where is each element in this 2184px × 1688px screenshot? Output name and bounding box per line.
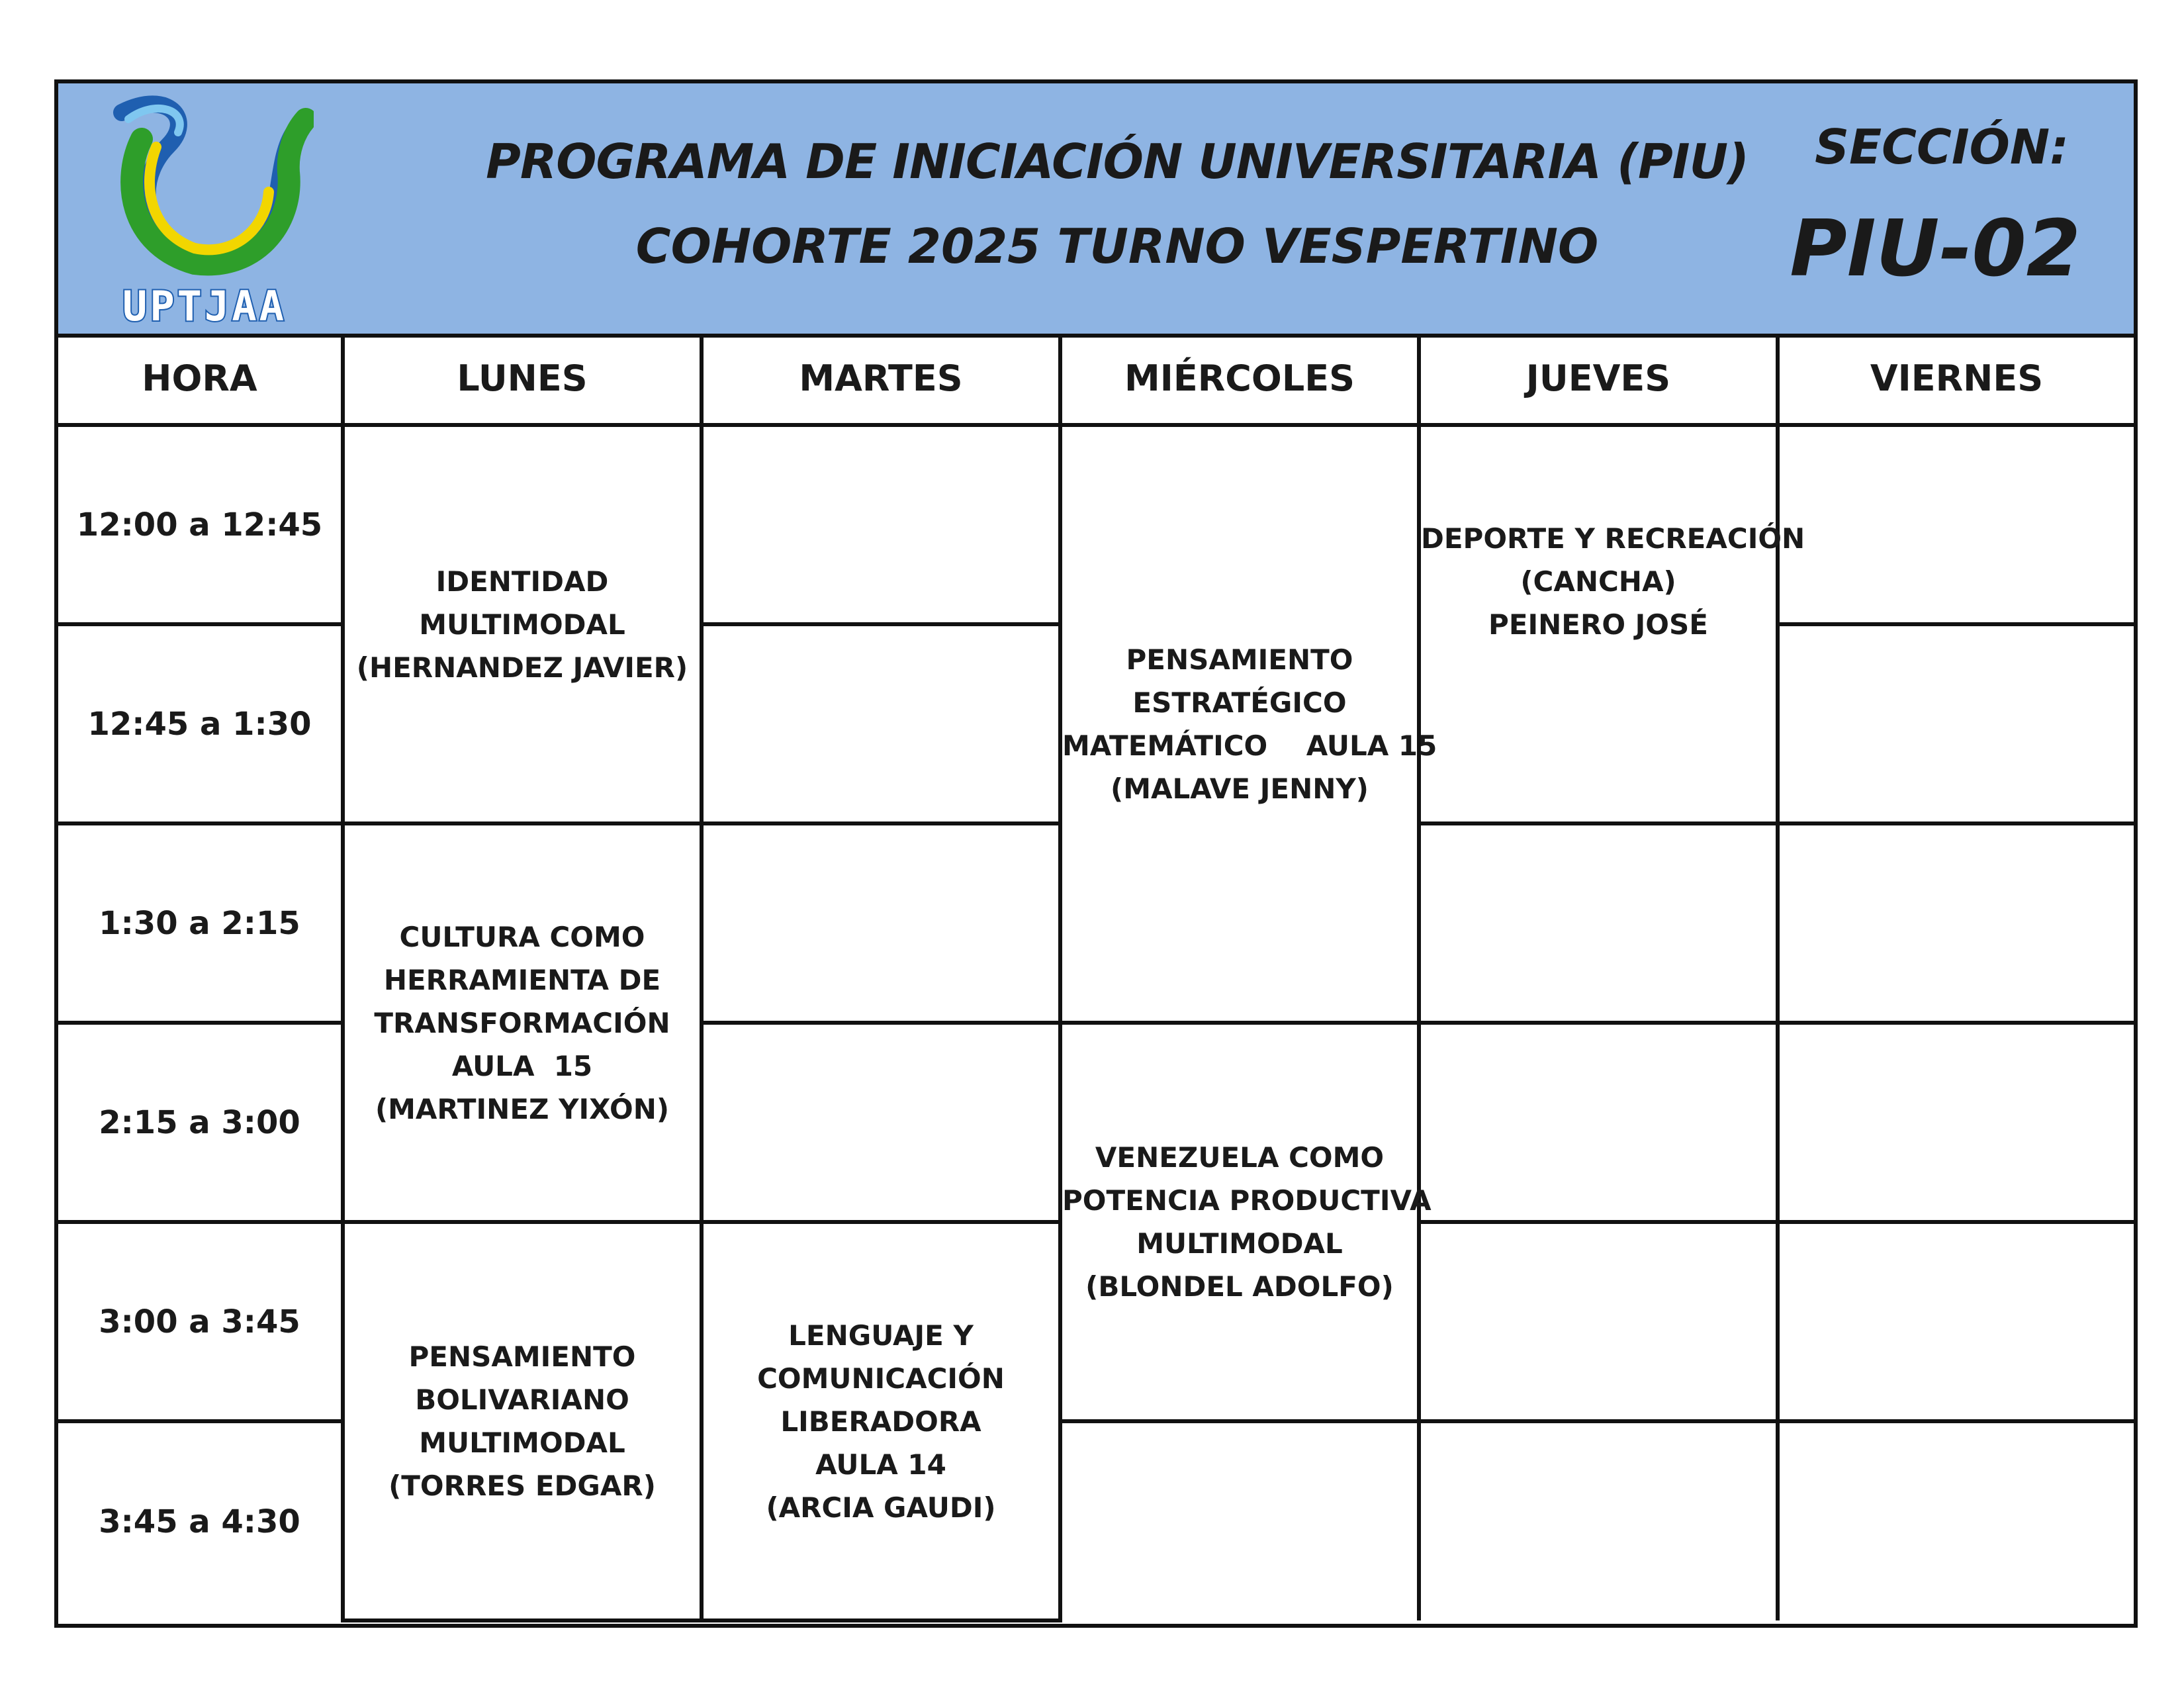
empty-cell bbox=[1778, 1023, 2134, 1222]
empty-cell bbox=[702, 1023, 1060, 1222]
section-value: PIU-02 bbox=[1790, 203, 2081, 294]
schedule-table bbox=[58, 334, 2134, 1622]
time-slot: 3:00 a 3:45 bbox=[58, 1222, 343, 1421]
class-line: HERRAMIENTA DE bbox=[383, 963, 661, 996]
schedule-sheet bbox=[54, 79, 2138, 1628]
class-line: (MALAVE JENNY) bbox=[1111, 772, 1369, 805]
class-lenguaje-comunicacion bbox=[702, 1222, 1060, 1620]
col-header-viernes: VIERNES bbox=[1778, 334, 2134, 425]
class-line: (CANCHA) bbox=[1520, 565, 1676, 598]
class-line: (TORRES EDGAR) bbox=[388, 1470, 656, 1502]
class-line: TRANSFORMACIÓN bbox=[374, 1006, 670, 1039]
empty-cell bbox=[1778, 1421, 2134, 1620]
time-slot: 12:45 a 1:30 bbox=[58, 624, 343, 823]
empty-cell bbox=[1778, 1222, 2134, 1421]
time-slot: 3:45 a 4:30 bbox=[58, 1421, 343, 1620]
class-line: POTENCIA PRODUCTIVA bbox=[1062, 1184, 1432, 1217]
empty-cell bbox=[1778, 425, 2134, 624]
logo-u-icon bbox=[95, 93, 314, 291]
time-slot: 2:15 a 3:00 bbox=[58, 1023, 343, 1222]
cohort-title: COHORTE 2025 TURNO VESPERTINO bbox=[635, 218, 1599, 274]
class-line: AULA 14 bbox=[815, 1448, 946, 1481]
class-line: PENSAMIENTO bbox=[408, 1340, 636, 1373]
empty-cell bbox=[1419, 1421, 1778, 1620]
section-label: SECCIÓN: bbox=[1815, 119, 2069, 175]
program-title: PROGRAMA DE INICIACIÓN UNIVERSITARIA (PIU) bbox=[486, 134, 1749, 189]
class-line: VENEZUELA COMO bbox=[1095, 1141, 1385, 1174]
empty-cell bbox=[1060, 1421, 1419, 1620]
class-line: PENSAMIENTO bbox=[1126, 643, 1353, 676]
class-line: DEPORTE Y RECREACIÓN bbox=[1421, 522, 1805, 555]
class-line: PEINERO JOSÉ bbox=[1488, 608, 1708, 641]
header-row bbox=[58, 334, 2134, 425]
table-row bbox=[58, 425, 2134, 624]
class-venezuela-potencia bbox=[1060, 1023, 1432, 1421]
class-line: MATEMÁTICO AULA 15 bbox=[1062, 729, 1437, 762]
class-cultura-transformacion bbox=[343, 823, 702, 1222]
logo-wordmark: UPTJAA bbox=[122, 282, 287, 330]
class-deporte-recreacion bbox=[1419, 425, 1805, 823]
class-line: MULTIMODAL bbox=[419, 1427, 625, 1459]
empty-cell bbox=[702, 823, 1060, 1023]
class-line: (HERNANDEZ JAVIER) bbox=[356, 651, 688, 684]
class-line: (MARTINEZ YIXÓN) bbox=[375, 1092, 670, 1125]
time-slot: 12:00 a 12:45 bbox=[58, 425, 343, 624]
class-line: (ARCIA GAUDI) bbox=[766, 1491, 996, 1524]
empty-cell bbox=[702, 624, 1060, 823]
empty-cell bbox=[1419, 1023, 1778, 1222]
uptjaa-logo bbox=[95, 93, 314, 331]
class-line: BOLIVARIANO bbox=[415, 1383, 629, 1416]
class-line: MULTIMODAL bbox=[419, 608, 625, 641]
class-line: ESTRATÉGICO bbox=[1132, 686, 1347, 719]
col-header-martes: MARTES bbox=[702, 334, 1060, 425]
col-header-lunes: LUNES bbox=[343, 334, 702, 425]
col-header-miercoles: MIÉRCOLES bbox=[1060, 334, 1419, 425]
class-identidad-multimodal bbox=[343, 425, 702, 823]
time-slot: 1:30 a 2:15 bbox=[58, 823, 343, 1023]
empty-cell bbox=[1419, 1222, 1778, 1421]
class-line: IDENTIDAD bbox=[435, 565, 609, 598]
header-banner bbox=[58, 83, 2134, 338]
empty-cell bbox=[1778, 624, 2134, 823]
empty-cell bbox=[1778, 823, 2134, 1023]
class-line: LENGUAJE Y bbox=[788, 1319, 974, 1352]
col-header-hora: HORA bbox=[58, 334, 343, 425]
class-line: AULA 15 bbox=[451, 1049, 593, 1082]
empty-cell bbox=[702, 425, 1060, 624]
class-line: LIBERADORA bbox=[780, 1405, 981, 1438]
class-line: (BLONDEL ADOLFO) bbox=[1085, 1270, 1394, 1303]
class-line: COMUNICACIÓN bbox=[757, 1362, 1005, 1395]
class-pensamiento-bolivariano bbox=[343, 1222, 702, 1620]
class-line: MULTIMODAL bbox=[1136, 1227, 1343, 1260]
col-header-jueves: JUEVES bbox=[1419, 334, 1778, 425]
class-pensamiento-estrategico bbox=[1060, 425, 1437, 1023]
empty-cell bbox=[1419, 823, 1778, 1023]
class-line: CULTURA COMO bbox=[399, 920, 645, 953]
